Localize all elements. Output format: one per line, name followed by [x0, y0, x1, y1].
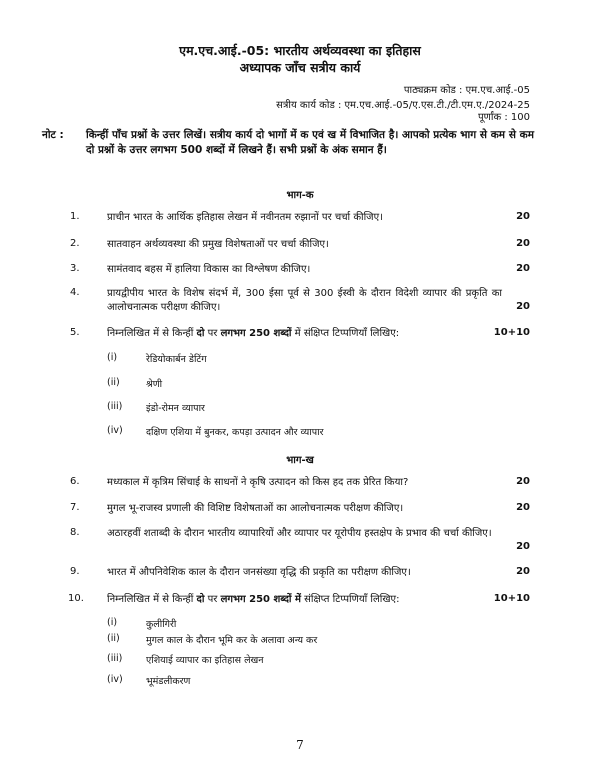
- question-10: [0, 593, 600, 623]
- course-title: एम.एच.आई.-05: भारतीय अर्थव्यवस्था का इतिहास: [179, 43, 421, 58]
- question-text: निम्नलिखित में से किन्हीं दो पर लगभग 250 शब्दों में संक्षिप्त टिप्पणियाँ लिखिए:: [107, 594, 400, 605]
- assignment-code: सत्रीय कार्य कोड : एम.एच.आई.-05/ए.एस.टी./टी.एम.ए./2024-25: [276, 100, 530, 111]
- sub-item-text: भूमंडलीकरण: [146, 676, 191, 687]
- question-text: निम्नलिखित में से किन्हीं दो पर लगभग 250 शब्दों में संक्षिप्त टिप्पणियाँ लिखिए:: [107, 328, 400, 339]
- sub-item-roman: (ii): [107, 633, 120, 644]
- sub-item-roman: (i): [107, 352, 118, 363]
- question-number: 6.: [70, 476, 80, 487]
- sub-item-text: रेडियोकार्बन डेटिंग: [146, 354, 207, 365]
- sub-item-text: कुलीगिरी: [146, 619, 177, 630]
- question-number: 3.: [70, 263, 80, 274]
- question-text: प्राचीन भारत के आर्थिक इतिहास लेखन में नवीनतम रुझानों पर चर्चा कीजिए।: [107, 212, 383, 223]
- question-1: [0, 211, 600, 241]
- assignment-title: अध्यापक जाँच सत्रीय कार्य: [239, 60, 361, 75]
- note-text: किन्हीं पाँच प्रश्नों के उत्तर लिखें। सत्रीय कार्य दो भागों में क एवं ख में विभाजित है। आपको प्रत्येक भाग से कम से कम दो प्रश्नों के उत्तर लगभग 500 शब्दों में लिखने हैं। सभी प्रश्नों के अंक समान हैं।: [86, 129, 534, 156]
- section-a-title: भाग-क: [286, 190, 314, 201]
- note-label: नोट :: [42, 129, 64, 141]
- question-marks: 20: [516, 238, 530, 249]
- page-number: 7: [296, 738, 304, 752]
- question-text: सातवाहन अर्थव्यवस्था की प्रमुख विशेषताओं पर चर्चा कीजिए।: [107, 239, 329, 250]
- sub-item-text: मुगल काल के दौरान भूमि कर के अलावा अन्य कर: [146, 635, 318, 646]
- question-text: मध्यकाल में कृत्रिम सिंचाई के साधनों ने कृषि उत्पादन को किस हद तक प्रेरित किया?: [107, 477, 409, 488]
- sub-item-roman: (iv): [107, 674, 123, 685]
- question-9: [0, 566, 600, 596]
- question-number: 5.: [70, 327, 80, 338]
- section-b-title: भाग-ख: [286, 455, 314, 466]
- question-5: [0, 327, 600, 357]
- question-marks: 10+10: [493, 593, 530, 604]
- question-text: भारत में औपनिवेशिक काल के दौरान जनसंख्या वृद्धि की प्रकृति का परीक्षण कीजिए।: [107, 567, 411, 578]
- question-marks: 10+10: [493, 327, 530, 338]
- question-marks: 20: [516, 211, 530, 222]
- sub-item-text: श्रेणी: [146, 379, 163, 390]
- question-marks: 20: [516, 566, 530, 577]
- question-number: 10.: [68, 593, 84, 604]
- question-number: 9.: [70, 566, 80, 577]
- course-code: पाठ्यक्रम कोड : एम.एच.आई.-05: [403, 85, 530, 96]
- question-marks: 20: [516, 541, 530, 552]
- question-marks: 20: [516, 502, 530, 513]
- question-number: 4.: [70, 287, 80, 298]
- question-number: 1.: [70, 211, 80, 222]
- sub-item-roman: (ii): [107, 377, 120, 388]
- question-text: सामंतवाद बहस में हालिया विकास का विश्लेषण कीजिए।: [107, 264, 311, 275]
- sub-item-text: इंडो-रोमन व्यापार: [146, 403, 205, 414]
- question-4: [0, 287, 600, 317]
- question-marks: 20: [516, 263, 530, 274]
- max-marks: पूर्णांक : 100: [478, 112, 530, 123]
- question-marks: 20: [516, 476, 530, 487]
- sub-item-text: एशियाई व्यापार का इतिहास लेखन: [146, 655, 264, 666]
- question-number: 7.: [70, 502, 80, 513]
- question-number: 2.: [70, 238, 80, 249]
- question-text: अठारहवीं शताब्दी के दौरान भारतीय व्यापारियों और व्यापार पर यूरोपीय हस्तक्षेप के प्रभाव की चर्चा कीजिए।: [107, 528, 492, 539]
- question-8: [0, 527, 600, 557]
- sub-item-roman: (iii): [107, 653, 123, 664]
- sub-item-roman: (i): [107, 617, 118, 628]
- question-text: मुगल भू-राजस्व प्रणाली की विशिष्ट विशेषताओं का आलोचनात्मक परीक्षण कीजिए।: [107, 503, 404, 514]
- question-marks: 20: [516, 301, 530, 312]
- sub-item-roman: (iii): [107, 401, 123, 412]
- sub-item-text: दक्षिण एशिया में बुनकर, कपड़ा उत्पादन और व्यापार: [146, 427, 324, 438]
- question-text: प्रायद्वीपीय भारत के विशेष संदर्भ में, 300 ईसा पूर्व से 300 ईस्वी के दौरान विदेशी व्यापार की प्रकृति का आलोचनात्मक परीक्षण कीजिए।: [107, 288, 502, 313]
- question-number: 8.: [70, 527, 80, 538]
- sub-item-roman: (iv): [107, 425, 123, 436]
